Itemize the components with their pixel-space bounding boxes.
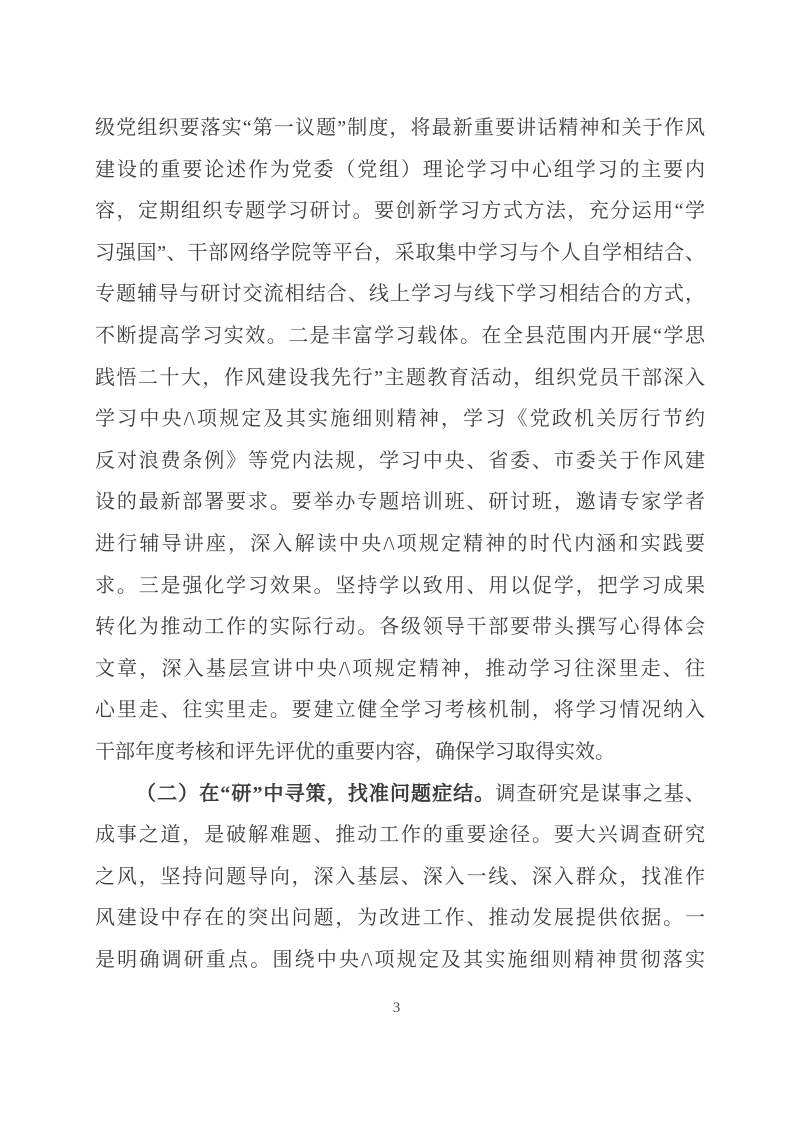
- body-line: 级党组织要落实“第一议题”制度，将最新重要讲话精神和关于作风: [95, 117, 705, 139]
- body-line: 成事之道，是破解难题、推动工作的重要途径。要大兴调查研究: [95, 824, 705, 847]
- body-line: 心里走、往实里走。要建立健全学习考核机制，将学习情况纳入: [95, 699, 705, 722]
- body-line: 践悟二十大，作风建设我先行”主题教育活动，组织党员干部深入: [95, 366, 705, 389]
- body-line: 风建设中存在的突出问题，为改进工作、推动发展提供依据。一: [95, 907, 705, 930]
- body-line: 专题辅导与研讨交流相结合、线上学习与线下学习相结合的方式，: [95, 283, 705, 306]
- body-line: 容，定期组织专题学习研讨。要创新学习方式方法，充分运用“学: [95, 200, 705, 223]
- body-line: 转化为推动工作的实际行动。各级领导干部要带头撰写心得体会: [95, 616, 705, 639]
- body-line: 进行辅导讲座，深入解读中央/\项规定精神的时代内涵和实践要: [95, 532, 705, 555]
- page-number: 3: [392, 1000, 401, 1016]
- paragraph-heading: （二）在“研”中寻策，找准问题症结。: [136, 782, 496, 805]
- body-line: 反对浪费条例》等党内法规，学习中央、省委、市委关于作风建: [95, 449, 705, 472]
- paragraph-heading-line: [95, 774, 705, 816]
- body-line: 不断提高学习实效。二是丰富学习载体。在全县范围内开展“学思: [95, 324, 705, 347]
- body-line-paragraph-end: 干部年度考核和评先评优的重要内容，确保学习取得实效。: [95, 740, 615, 763]
- body-line: 学习中央/\项规定及其实施细则精神，学习《党政机关厉行节约: [95, 408, 705, 431]
- document-body: [95, 108, 705, 981]
- body-line: 之风，坚持问题导向，深入基层、深入一线、深入群众，找准作: [95, 865, 705, 888]
- paragraph-heading-continuation: 调查研究是谋事之基、: [495, 782, 706, 805]
- body-line: 设的最新部署要求。要举办专题培训班、研讨班，邀请专家学者: [95, 491, 705, 514]
- body-line: 是明确调研重点。围绕中央/\项规定及其实施细则精神贯彻落实: [95, 948, 705, 971]
- body-line: 求。三是强化学习效果。坚持学以致用、用以促学，把学习成果: [95, 574, 705, 597]
- body-line: 习强国”、干部网络学院等平台，采取集中学习与个人自学相结合、: [95, 241, 705, 264]
- body-line: 建设的重要论述作为党委（党组）理论学习中心组学习的主要内: [95, 158, 705, 181]
- body-line: 文章，深入基层宣讲中央/\项规定精神，推动学习往深里走、往: [95, 657, 705, 680]
